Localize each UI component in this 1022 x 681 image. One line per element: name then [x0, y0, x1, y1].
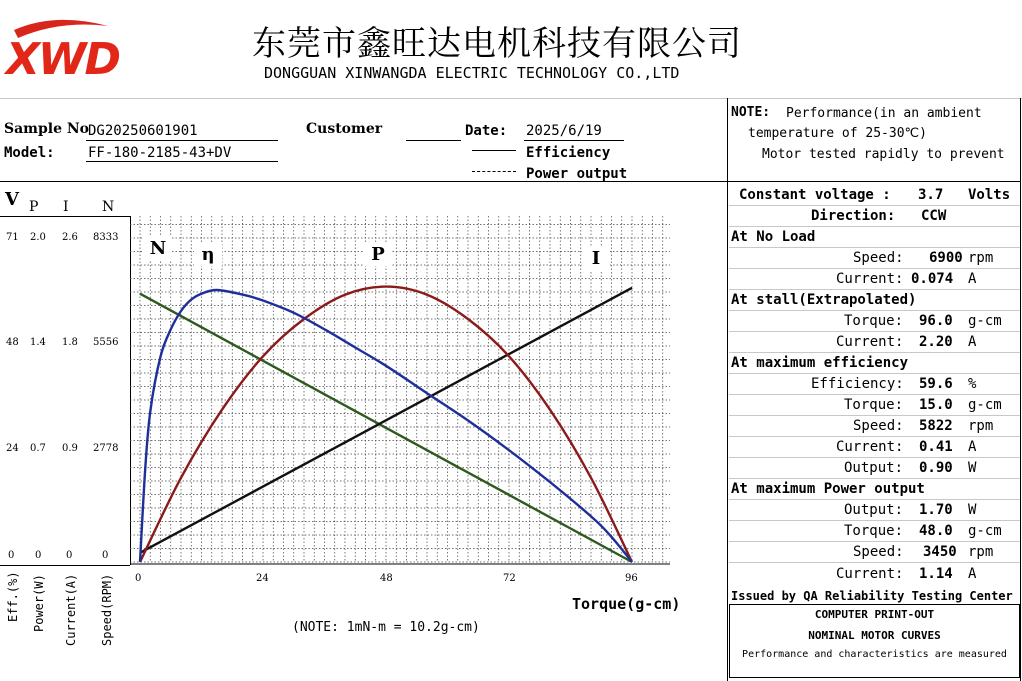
constant-voltage-value: 3.7	[918, 187, 944, 203]
no-load-current-unit: A	[968, 271, 977, 287]
date-label: Date:	[465, 123, 508, 139]
note-title: NOTE:	[731, 105, 771, 120]
motor-curve-chart	[130, 216, 675, 568]
max-pow-current-unit: A	[968, 566, 977, 582]
max-eff-output-label: Output:	[844, 460, 904, 476]
footer-line1: COMPUTER PRINT-OUT	[814, 608, 935, 621]
max-eff-output-unit: W	[968, 460, 977, 476]
axis-title-power: Power(W)	[32, 574, 46, 632]
sample-value: DG20250601901	[88, 123, 198, 139]
date-value: 2025/6/19	[526, 123, 602, 139]
max-pow-output-value: 1.70	[919, 502, 953, 518]
no-load-speed-label: Speed:	[853, 250, 904, 266]
company-logo	[0, 8, 120, 88]
legend-power-line	[472, 171, 516, 172]
max-power-heading: At maximum Power output	[731, 481, 925, 497]
max-eff-current-unit: A	[968, 439, 977, 455]
company-name-en: DONGGUAN XINWANGDA ELECTRIC TECHNOLOGY CO.,LTD	[264, 64, 680, 82]
max-eff-speed-label: Speed:	[853, 418, 904, 434]
spec-row-sep	[729, 310, 1020, 311]
sample-label: Sample No	[4, 121, 90, 137]
spec-row-sep	[729, 457, 1020, 458]
model-underline	[86, 161, 278, 162]
max-pow-current-value: 1.14	[919, 566, 953, 582]
legend-efficiency-line	[472, 150, 516, 151]
curve-label-power: P	[371, 244, 385, 265]
speed-tick-0: 0	[102, 550, 109, 561]
footer-line2: NOMINAL MOTOR CURVES	[808, 629, 941, 642]
stall-torque-unit: g-cm	[968, 313, 1002, 329]
max-eff-efficiency-value: 59.6	[919, 376, 953, 392]
legend-power-label: Power output	[526, 166, 628, 182]
max-pow-speed-label: Speed:	[853, 544, 904, 560]
x-tick-48: 48	[380, 573, 393, 584]
max-pow-output-unit: W	[968, 502, 977, 518]
note-line1: Performance(in an ambient	[786, 106, 982, 121]
axis-title-eff: Eff.(%)	[6, 571, 20, 622]
spec-row-sep	[729, 373, 1020, 374]
right-edge-border	[1020, 98, 1021, 681]
direction-label: Direction:	[811, 208, 896, 224]
current-tick-1-8: 1.8	[62, 337, 78, 348]
top-divider	[0, 98, 1022, 99]
spec-row-sep	[729, 247, 1020, 248]
max-pow-speed-unit: rpm	[968, 544, 994, 560]
spec-row-sep	[729, 415, 1020, 416]
model-label: Model:	[4, 145, 55, 161]
max-eff-efficiency-unit: %	[968, 376, 977, 392]
spec-row-sep	[729, 436, 1020, 437]
max-pow-speed-value: 3450	[923, 544, 957, 560]
max-eff-torque-unit: g-cm	[968, 397, 1002, 413]
max-pow-torque-unit: g-cm	[968, 523, 1002, 539]
stall-current-unit: A	[968, 334, 977, 350]
no-load-speed-value: 6900	[929, 250, 963, 266]
spec-row-sep	[729, 352, 1020, 353]
constant-voltage-label: Constant voltage :	[739, 187, 891, 203]
eff-tick-71: 71	[6, 232, 19, 243]
axis-header-v: V	[5, 189, 19, 210]
no-load-current-value: 0.074	[911, 271, 954, 287]
max-eff-efficiency-label: Efficiency:	[811, 376, 904, 392]
axis-title-current: Current(A)	[64, 573, 78, 646]
conversion-note: (NOTE: 1mN-m = 10.2g-cm)	[292, 620, 480, 635]
power-tick-0-7: 0.7	[30, 443, 46, 454]
no-load-heading: At No Load	[731, 229, 816, 245]
curve-label-eff: η	[201, 244, 215, 265]
max-eff-torque-value: 15.0	[919, 397, 953, 413]
spec-row-sep	[729, 268, 1020, 269]
issued-by: Issued by QA Reliability Testing Center	[731, 589, 1013, 603]
spec-row-sep	[729, 520, 1020, 521]
eff-tick-24: 24	[6, 443, 19, 454]
max-pow-current-label: Current:	[836, 566, 904, 582]
power-tick-0: 0	[35, 550, 42, 561]
legend-efficiency-label: Efficiency	[526, 145, 611, 161]
max-pow-output-label: Output:	[844, 502, 904, 518]
spec-row-sep	[729, 541, 1020, 542]
spec-row-sep	[729, 205, 1020, 206]
logo-text: XWD	[6, 34, 119, 85]
customer-underline	[406, 140, 461, 141]
spec-row-sep	[729, 289, 1020, 290]
x-tick-24: 24	[256, 573, 269, 584]
customer-label: Customer	[306, 121, 383, 137]
max-eff-current-label: Current:	[836, 439, 904, 455]
max-eff-output-value: 0.90	[919, 460, 953, 476]
current-tick-0-9: 0.9	[62, 443, 78, 454]
speed-tick-2778: 2778	[93, 443, 119, 454]
company-name-cn: 东莞市鑫旺达电机科技有限公司	[252, 24, 742, 64]
axis-header-n: N	[102, 199, 115, 215]
spec-row-sep	[729, 226, 1020, 227]
spec-row-sep	[729, 331, 1020, 332]
eff-tick-48: 48	[6, 337, 19, 348]
spec-row-sep	[729, 394, 1020, 395]
x-tick-72: 72	[503, 573, 516, 584]
no-load-current-label: Current:	[836, 271, 904, 287]
chart-bottom-line	[0, 565, 130, 566]
power-tick-1-4: 1.4	[30, 337, 46, 348]
note-line2: temperature of 25-30℃)	[748, 126, 927, 141]
stall-heading: At stall(Extrapolated)	[731, 292, 917, 308]
axis-header-i: I	[63, 199, 69, 215]
stall-current-value: 2.20	[919, 334, 953, 350]
model-value: FF-180-2185-43+DV	[88, 145, 232, 161]
spec-row-sep	[729, 562, 1020, 563]
curve-label-current: I	[591, 248, 601, 269]
x-axis-label: Torque(g-cm)	[572, 595, 681, 613]
current-tick-2-6: 2.6	[62, 232, 78, 243]
curve-label-speed: N	[149, 238, 167, 259]
speed-tick-8333: 8333	[93, 232, 119, 243]
max-pow-torque-value: 48.0	[919, 523, 953, 539]
x-tick-0: 0	[135, 573, 142, 584]
max-eff-speed-value: 5822	[919, 418, 953, 434]
note-line3: Motor tested rapidly to prevent	[762, 147, 1005, 162]
current-tick-0: 0	[66, 550, 73, 561]
max-efficiency-heading: At maximum efficiency	[731, 355, 909, 371]
max-eff-speed-unit: rpm	[968, 418, 994, 434]
max-eff-torque-label: Torque:	[844, 397, 904, 413]
footer-line3: Performance and characteristics are measured	[742, 649, 1007, 660]
note-box-bottom	[727, 181, 1021, 182]
date-underline	[524, 140, 624, 141]
chart-header-line	[0, 216, 130, 217]
max-pow-torque-label: Torque:	[844, 523, 904, 539]
no-load-speed-unit: rpm	[968, 250, 994, 266]
stall-torque-label: Torque:	[844, 313, 904, 329]
max-eff-current-value: 0.41	[919, 439, 953, 455]
stall-current-label: Current:	[836, 334, 904, 350]
eff-tick-0: 0	[8, 550, 15, 561]
sample-underline	[86, 140, 278, 141]
spec-row-sep	[729, 499, 1020, 500]
x-tick-96: 96	[625, 573, 638, 584]
spec-row-sep	[729, 478, 1020, 479]
stall-torque-value: 96.0	[919, 313, 953, 329]
axis-header-p: P	[29, 199, 39, 215]
right-panel-border	[727, 98, 728, 681]
power-tick-2-0: 2.0	[30, 232, 46, 243]
direction-value: CCW	[921, 208, 947, 224]
axis-title-speed: Speed(RPM)	[100, 573, 114, 646]
constant-voltage-unit: Volts	[968, 187, 1011, 203]
speed-tick-5556: 5556	[93, 337, 119, 348]
